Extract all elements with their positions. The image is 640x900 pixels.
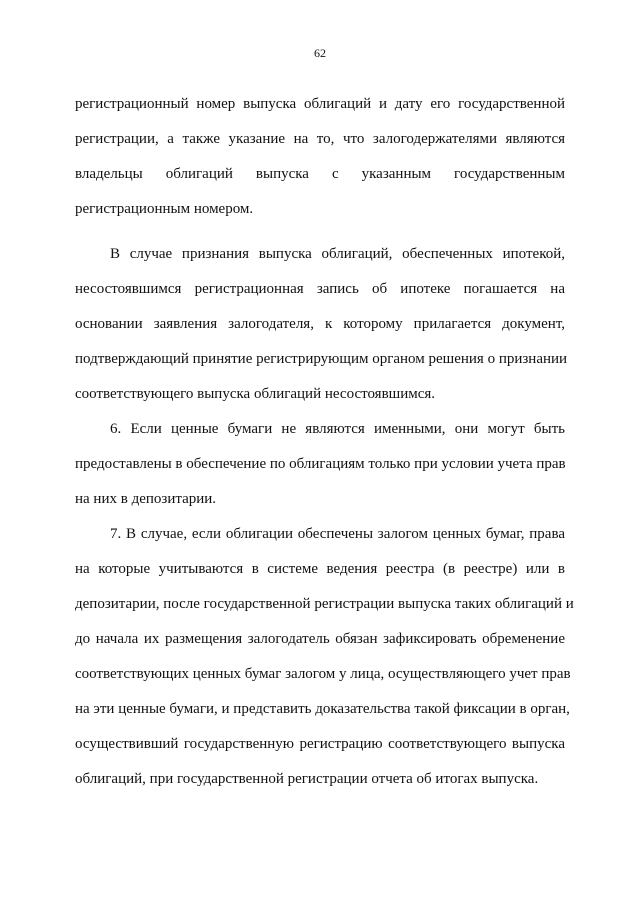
paragraph-line: на эти ценные бумаги, и представить доказательства такой фиксации в орган, bbox=[75, 701, 570, 717]
paragraph-line: регистрационный номер выпуска облигаций и дату его государственной bbox=[75, 96, 565, 112]
paragraph-line: соответствующих ценных бумаг залогом у лица, осуществляющего учет прав bbox=[75, 666, 571, 682]
paragraph-line: 7. В случае, если облигации обеспечены залогом ценных бумаг, права bbox=[110, 526, 565, 542]
paragraph-line: до начала их размещения залогодатель обязан зафиксировать обременение bbox=[75, 631, 565, 647]
paragraph-line: регистрационным номером. bbox=[75, 201, 254, 217]
paragraph-line: владельцы облигаций выпуска с указанным государственным bbox=[75, 166, 565, 182]
paragraph-line: предоставлены в обеспечение по облигациям только при условии учета прав bbox=[75, 456, 566, 472]
paragraph-line: 6. Если ценные бумаги не являются именными, они могут быть bbox=[110, 421, 565, 437]
paragraph-line: на которые учитываются в системе ведения реестра (в реестре) или в bbox=[75, 561, 565, 577]
paragraph-line: на них в депозитарии. bbox=[75, 491, 217, 507]
paragraph-line: основании заявления залогодателя, к которому прилагается документ, bbox=[75, 316, 565, 332]
paragraph-line: подтверждающий принятие регистрирующим органом решения о признании bbox=[75, 351, 568, 367]
paragraph-2 bbox=[75, 237, 568, 412]
paragraph-line: регистрации, а также указание на то, что залогодержателями являются bbox=[75, 131, 565, 147]
paragraph-1 bbox=[75, 87, 565, 227]
paragraph-line: несостоявшимся регистрационная запись об ипотеке погашается на bbox=[75, 281, 565, 297]
paragraph-4 bbox=[75, 517, 574, 797]
paragraph-line: облигаций, при государственной регистрации отчета об итогах выпуска. bbox=[75, 771, 539, 787]
page-number: 62 bbox=[314, 46, 326, 60]
paragraph-line: В случае признания выпуска облигаций, обеспеченных ипотекой, bbox=[110, 246, 565, 262]
paragraph-3 bbox=[75, 412, 565, 517]
paragraph-line: соответствующего выпуска облигаций несостоявшимся. bbox=[75, 386, 436, 402]
paragraph-line: осуществивший государственную регистрацию соответствующего выпуска bbox=[75, 736, 565, 752]
paragraph-line: депозитарии, после государственной регистрации выпуска таких облигаций и bbox=[75, 596, 574, 612]
